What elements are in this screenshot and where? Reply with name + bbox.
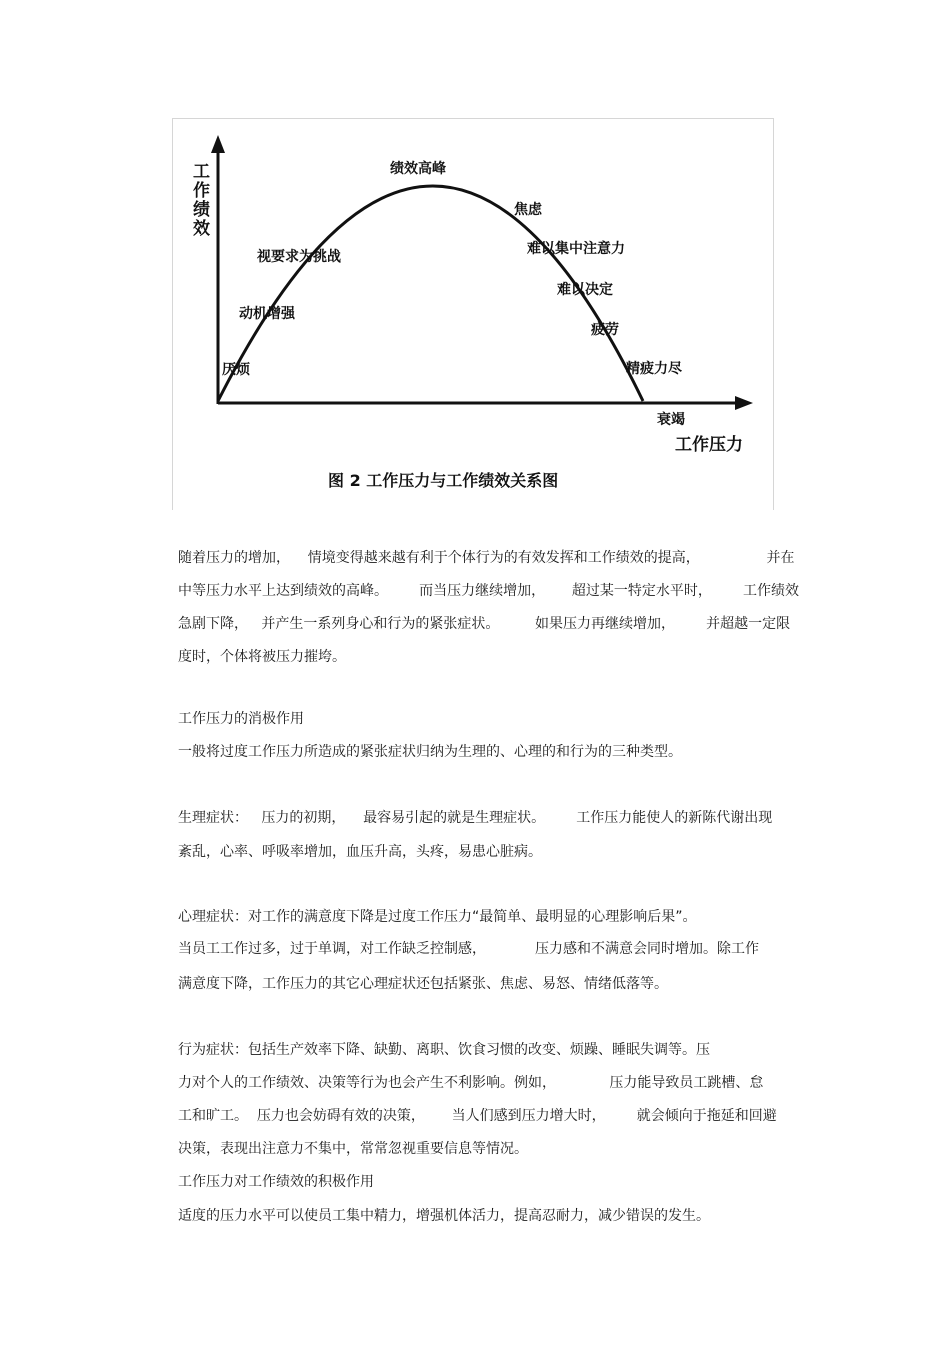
y-axis-title-char-3: 绩: [193, 200, 210, 220]
figure-canvas: [173, 119, 775, 511]
p1-line-3: 急剧下降， 并产生一系列身心和行为的紧张症状。 如果压力再继续增加， 并超越一定限: [178, 616, 791, 632]
positive-intro: 适度的压力水平可以使员工集中精力，增强机体活力，提高忍耐力，减少错误的发生。: [178, 1208, 710, 1224]
physio-line-1: 生理症状： 压力的初期， 最容易引起的就是生理症状。 工作压力能使人的新陈代谢出现: [178, 810, 773, 826]
negative-heading: 工作压力的消极作用: [178, 711, 304, 727]
psych-line-2: 当员工工作过多，过于单调，对工作缺乏控制感， 压力感和不满意会同时增加。除工作: [178, 941, 759, 957]
label-decision: 难以决定: [557, 282, 613, 298]
y-axis-title-char-1: 工: [193, 162, 210, 182]
y-axis-title-char-4: 效: [193, 219, 210, 239]
psych-line-3: 满意度下降，工作压力的其它心理症状还包括紧张、焦虑、易怒、情绪低落等。: [178, 976, 668, 992]
p1-line-1: 随着压力的增加， 情境变得越来越有利于个体行为的有效发挥和工作绩效的提高， 并在: [178, 550, 795, 566]
figure-caption: 图 2 工作压力与工作绩效关系图: [328, 471, 559, 490]
p1-line-2: 中等压力水平上达到绩效的高峰。 而当压力继续增加， 超过某一特定水平时， 工作绩效: [178, 583, 800, 599]
behavior-line-4: 决策，表现出注意力不集中，常常忽视重要信息等情况。: [178, 1141, 528, 1157]
x-axis-title: 工作压力: [675, 435, 743, 455]
label-motivation: 动机增强: [239, 306, 295, 322]
x-axis-arrow: [735, 396, 753, 410]
label-fatigue: 疲劳: [591, 322, 619, 338]
negative-intro: 一般将过度工作压力所造成的紧张症状归纳为生理的、心理的和行为的三种类型。: [178, 744, 682, 760]
behavior-line-1: 行为症状：包括生产效率下降、缺勤、离职、饮食习惯的改变、烦躁、睡眠失调等。压: [178, 1042, 710, 1058]
behavior-line-3: 工和旷工。 压力也会妨碍有效的决策， 当人们感到压力增大时， 就会倾向于拖延和回避: [178, 1108, 777, 1124]
label-challenge: 视要求为挑战: [257, 249, 341, 265]
label-peak: 绩效高峰: [390, 161, 446, 177]
label-exhausted: 精疲力尽: [626, 361, 682, 377]
stress-performance-figure: [172, 118, 774, 510]
y-axis-title-char-2: 作: [193, 181, 210, 201]
label-boredom: 厌烦: [222, 362, 250, 378]
y-axis-arrow: [211, 135, 225, 153]
label-collapse: 衰竭: [657, 412, 685, 428]
physio-line-2: 紊乱，心率、呼吸率增加，血压升高，头疼，易患心脏病。: [178, 844, 542, 860]
psych-line-1: 心理症状：对工作的满意度下降是过度工作压力“最简单、最明显的心理影响后果”。: [178, 909, 697, 925]
positive-heading: 工作压力对工作绩效的积极作用: [178, 1174, 374, 1190]
p1-line-4: 度时，个体将被压力摧垮。: [178, 649, 346, 665]
label-concentration: 难以集中注意力: [527, 241, 625, 257]
behavior-line-2: 力对个人的工作绩效、决策等行为也会产生不利影响。例如， 压力能导致员工跳槽、怠: [178, 1075, 764, 1091]
label-anxiety: 焦虑: [514, 202, 542, 218]
